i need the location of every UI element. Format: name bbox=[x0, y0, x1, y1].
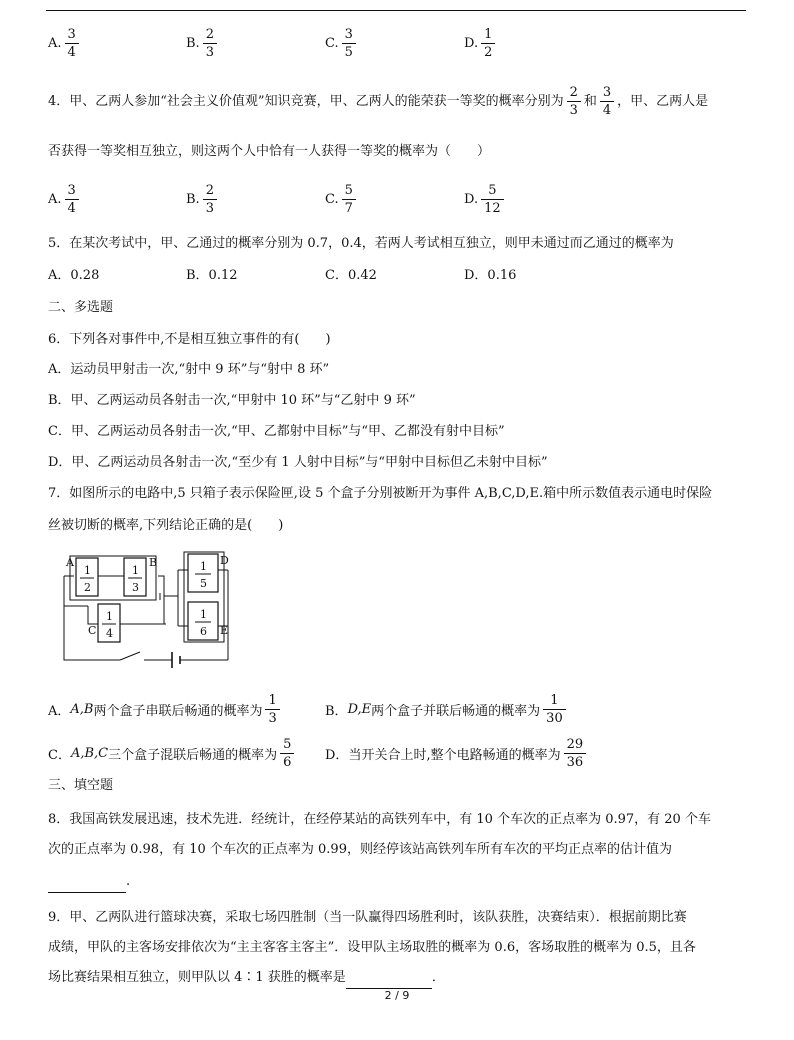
box-b-label: B bbox=[149, 556, 158, 569]
q6-option-d[interactable]: D．甲、乙两运动员各射击一次,“至少有 1 人射中目标”与“甲射中目标但乙未射中目标” bbox=[48, 455, 548, 470]
box-a-den: 2 bbox=[84, 581, 91, 594]
fraction: $\frac{29}{36}$ bbox=[564, 736, 587, 771]
q7-option-b[interactable]: B． D,E 两个盒子并联后畅通的概率为 $\frac{1}{30}$ bbox=[325, 692, 569, 727]
q4-option-b[interactable]: B. $\frac{2}{3}$ bbox=[186, 182, 220, 217]
q3-option-c[interactable]: C. $\frac{3}{5}$ bbox=[325, 26, 359, 61]
q6-stem: 6．下列各对事件中,不是相互独立事件的有( ) bbox=[48, 332, 331, 347]
fraction: $\frac{5}{12}$ bbox=[481, 182, 504, 217]
fraction: $\frac{5}{7}$ bbox=[342, 182, 356, 217]
q7-option-c[interactable]: C． A,B,C 三个盒子混联后畅通的概率为 $\frac{5}{6}$ bbox=[48, 736, 297, 771]
box-c-den: 4 bbox=[106, 627, 113, 640]
q5-option-d[interactable]: D．0.16 bbox=[464, 268, 517, 283]
fraction: $\frac{3}{4}$ bbox=[65, 26, 79, 61]
q8-stem-line2: 次的正点率为 0.98，有 10 个车次的正点率为 0.99，则经停该站高铁列车所有车次的平均正点率的估计值为 bbox=[48, 842, 672, 857]
q4-stem-line2: 否获得一等奖相互独立，则这两个人中恰有一人获得一等奖的概率为（ ） bbox=[48, 144, 491, 159]
box-d-label: D bbox=[220, 554, 229, 567]
fraction: $\frac{1}{2}$ bbox=[481, 26, 495, 61]
section-heading-fill: 三、填空题 bbox=[48, 778, 114, 793]
q4-option-d[interactable]: D. $\frac{5}{12}$ bbox=[464, 182, 507, 217]
box-b-den: 3 bbox=[132, 581, 139, 594]
q7-option-d[interactable]: D． 当开关合上时,整个电路畅通的概率为 $\frac{29}{36}$ bbox=[325, 736, 589, 771]
fraction: $\frac{2}{3}$ bbox=[203, 26, 217, 61]
box-d-num: 1 bbox=[200, 560, 207, 573]
q9-stem-line1: 9．甲、乙两队进行篮球决赛，采取七场四胜制（当一队赢得四场胜利时，该队获胜，决赛结束）．根据前期比赛 bbox=[48, 910, 687, 925]
box-c-num: 1 bbox=[106, 610, 113, 623]
q3-option-d[interactable]: D. $\frac{1}{2}$ bbox=[464, 26, 498, 61]
q3-option-b[interactable]: B. $\frac{2}{3}$ bbox=[186, 26, 220, 61]
box-b-num: 1 bbox=[132, 564, 139, 577]
fraction: $\frac{1}{3}$ bbox=[265, 692, 279, 727]
box-e-num: 1 bbox=[200, 608, 207, 621]
q6-option-c[interactable]: C．甲、乙两运动员各射击一次,“甲、乙都射中目标”与“甲、乙都没有射中目标” bbox=[48, 424, 505, 439]
q5-option-a[interactable]: A．0.28 bbox=[48, 268, 100, 283]
box-a-num: 1 bbox=[84, 564, 91, 577]
fraction: $\frac{3}{5}$ bbox=[342, 26, 356, 61]
q6-option-a[interactable]: A．运动员甲射击一次,“射中 9 环”与“射中 8 环” bbox=[48, 362, 330, 377]
header-rule bbox=[46, 10, 746, 11]
q9-stem-line3: 场比赛结果相互独立，则甲队以 4∶1 获胜的概率是 ． bbox=[48, 968, 445, 989]
q6-option-b[interactable]: B．甲、乙两运动员各射击一次,“甲射中 10 环”与“乙射中 9 环” bbox=[48, 393, 416, 408]
fraction: $\frac{3}{4}$ bbox=[65, 182, 79, 217]
q4-stem-line1: 4．甲、乙两人参加“社会主义价值观”知识竞赛，甲、乙两人的能荣获一等奖的概率分别为 $\frac{2}{3}$ 和 $\frac{3}{4}$ ，甲、乙两人是 bbox=[48, 85, 709, 118]
fraction: $\frac{2}{3}$ bbox=[203, 182, 217, 217]
box-e-den: 6 bbox=[200, 625, 207, 638]
q9-stem-line2: 成绩，甲队的主客场安排依次为“主主客客主客主”．设甲队主场取胜的概率为 0.6，客场取胜的概率为 0.5，且各 bbox=[48, 940, 696, 955]
fraction: $\frac{2}{3}$ bbox=[567, 84, 581, 119]
box-e-label: E bbox=[220, 624, 229, 637]
box-c-label: C bbox=[88, 624, 97, 637]
q5-option-b[interactable]: B．0.12 bbox=[186, 268, 238, 283]
q4-option-a[interactable]: A. $\frac{3}{4}$ bbox=[48, 182, 82, 217]
q3-option-a[interactable]: A. $\frac{3}{4}$ bbox=[48, 26, 82, 61]
circuit-diagram bbox=[48, 548, 248, 668]
fraction: $\frac{5}{6}$ bbox=[280, 736, 294, 771]
q8-answer-line: . bbox=[48, 872, 130, 893]
q8-stem-line1: 8．我国高铁发展迅速，技术先进．经统计，在经停某站的高铁列车中，有 10 个车次的正点率为 0.97，有 20 个车 bbox=[48, 812, 711, 827]
fraction: $\frac{3}{4}$ bbox=[600, 84, 614, 119]
q9-answer-blank[interactable] bbox=[346, 968, 432, 989]
q5-option-c[interactable]: C．0.42 bbox=[325, 268, 377, 283]
box-d-den: 5 bbox=[200, 577, 207, 590]
box-a-label: A bbox=[66, 556, 74, 569]
q8-answer-blank[interactable] bbox=[48, 872, 126, 893]
q7-option-a[interactable]: A． A,B 两个盒子串联后畅通的概率为 $\frac{1}{3}$ bbox=[48, 692, 283, 727]
section-heading-multi: 二、多选题 bbox=[48, 300, 114, 315]
q4-option-c[interactable]: C. $\frac{5}{7}$ bbox=[325, 182, 359, 217]
fraction: $\frac{1}{30}$ bbox=[543, 692, 566, 727]
page-number: 2 / 9 bbox=[384, 989, 410, 1002]
q7-stem-line1: 7．如图所示的电路中,5 只箱子表示保险匣,设 5 个盒子分别被断开为事件 A,B,C,D,E.箱中所示数值表示通电时保险 bbox=[48, 486, 713, 501]
q5-stem: 5．在某次考试中，甲、乙通过的概率分别为 0.7，0.4，若两人考试相互独立，则甲未通过而乙通过的概率为 bbox=[48, 236, 674, 251]
q7-stem-line2: 丝被切断的概率,下列结论正确的是( ) bbox=[48, 518, 284, 533]
